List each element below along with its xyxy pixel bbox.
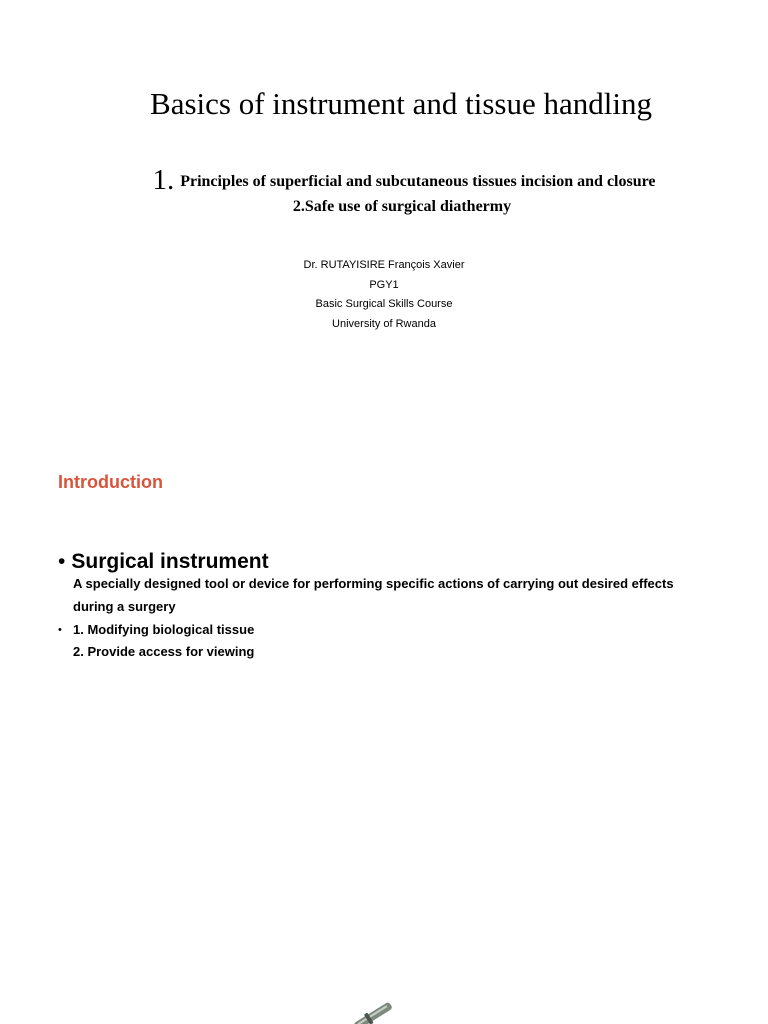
author-level: PGY1: [369, 278, 399, 291]
page-title: Basics of instrument and tissue handling: [150, 86, 652, 121]
term-text: Surgical instrument: [71, 550, 269, 573]
function-list: [73, 619, 254, 663]
bullet-dot: •: [58, 550, 66, 573]
subtitle-number: 1.: [152, 164, 175, 196]
author-block: [0, 256, 768, 334]
list-item: 2. Provide access for viewing: [73, 644, 255, 659]
subtitle-line-2: 2.Safe use of surgical diathermy: [292, 198, 512, 215]
subtitle-text-1: Principles of superficial and subcutaneous tissues incision and closure: [180, 173, 656, 190]
author-institution: University of Rwanda: [332, 317, 436, 330]
list-item: 1. Modifying biological tissue: [73, 622, 255, 637]
term-definition: A specially designed tool or device for performing specific actions of carrying out desired effects during a surgery: [73, 576, 674, 614]
surgical-instrument-icon: [346, 998, 400, 1024]
introduction-heading: Introduction: [58, 472, 163, 492]
author-name: Dr. RUTAYISIRE François Xavier: [303, 259, 465, 271]
list-bullet: •: [58, 624, 62, 636]
author-course: Basic Surgical Skills Course: [315, 298, 453, 310]
